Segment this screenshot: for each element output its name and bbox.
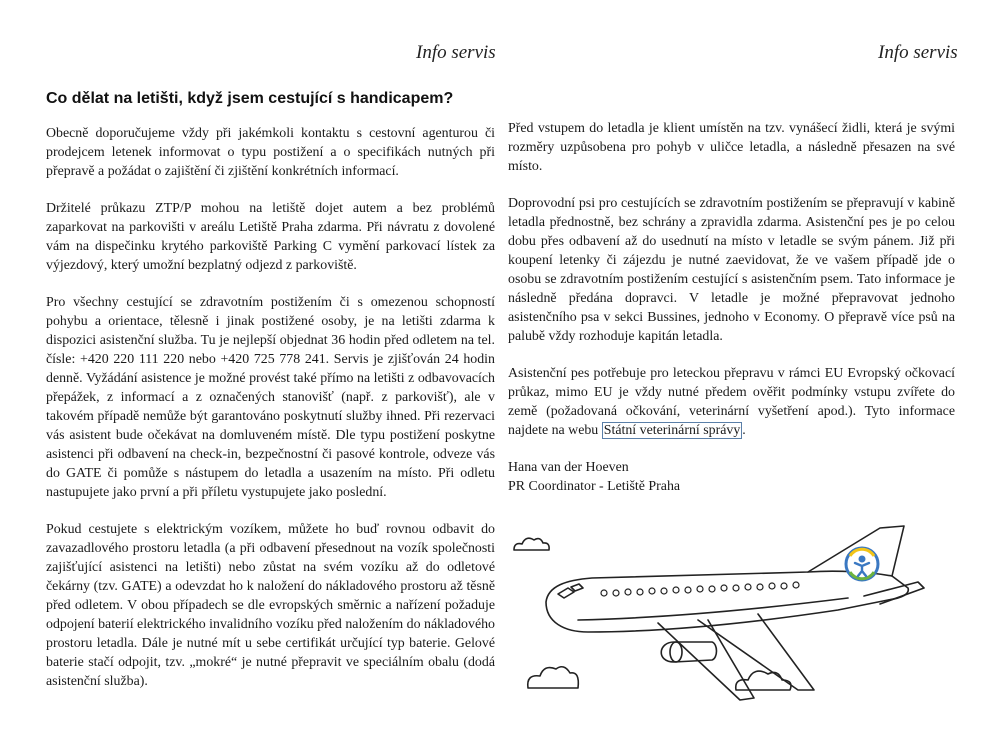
airplane-drawing-icon [508,510,956,710]
paragraph: Držitelé průkazu ZTP/P mohou na letiště dojet autem a bez problémů zaparkovat na parkovišti v areálu Letiště Praha zdarma. Při návratu z dovolené vám na dispečinku krytého parkoviště Parking C vymění parkovací lístek za výjezdový, který umožní bezplatný odjezd z parkoviště. [46,201,495,273]
page-header-left: Info servis [416,42,496,63]
paragraph: Pokud cestujete s elektrickým vozíkem, můžete ho buď rovnou odbavit do zavazadlového prostoru letadla (a při odbavení přesednout na vozík společnosti zajišťující asistenci na letišti) nebo zůstat na svém vozíku až do odletové čekárny (tzv. GATE) a odevzdat ho k naložení do nákladového prostoru až těsně před odletem. V obou případech se dle evropských směrnic a nařízení požaduje odpojení baterií elektrického invalidního vozíku před naložením do nákladového prostoru letadla. Dále je nutné mít u sebe certifikát určující typ baterie. Gelové baterie stačí odpojit, tzv. „mokré“ je nutné přepravit ve speciálním obalu (dodá asistenční služba). [46,522,495,689]
signature-name: Hana van der Hoeven [508,460,629,475]
cloud-icon [514,538,549,550]
cloud-icon [528,667,579,688]
right-column [508,119,955,496]
article-title: Co dělat na letišti, když jsem cestující s handicapem? [46,90,454,107]
paragraph: Doprovodní psi pro cestujících se zdravotním postižením se přepravují v kabině letadla přednostně, bez schrány a zpravidla zdarma. Asistenční pes je po celou dobu přes odbavení až do usednutí na místo v letadle se svým pánem. Již při koupení letenky či zájezdu je nutné zaevidovat, že ve vašem případě jde o osobu se zdravotním postižením cestující s asistenčním psem. Tato informace je následně předána dopravci. V letadle je možné přepravovat jednoho asistenčního psa v sekci Bussines, jednoho v Economy. O přepravě více psů na palubě vždy rozhoduje kapitán letadla. [508,196,955,344]
vet-text: Asistenční pes potřebuje pro leteckou přepravu v rámci EU Evropský očkovací průkaz, mimo EU je vždy nutné předem ověřit podmínky vstupu zvířete do země (požadovaná očkování, veterinární vyšetření apod.). Tyto informace najdete na webu [508,366,955,438]
wheelchair-accessibility-logo-icon [846,548,878,580]
left-column [46,124,495,709]
vet-authority-link[interactable]: Státní veterinární správy [603,423,741,438]
signature-role: PR Coordinator - Letiště Praha [508,479,681,494]
vet-text-end: . [742,423,746,438]
vet-paragraph [508,364,955,440]
paragraph: Obecně doporučujeme vždy při jakémkoli kontaktu s cestovní agenturou či prodejcem letenek informovat o typu postižení a o specifikách nutných při přepravě a požádat o zajištění či zjištění konkrétních informací. [46,126,495,179]
page-header-right: Info servis [878,42,958,63]
paragraph: Pro všechny cestující se zdravotním postižením či s omezenou schopností pohybu a orientace, tělesně i jinak postižené osoby, je na letišti zdarma k dispozici asistenční služba. Tu je nejlepší objednat 36 hodin před odletem na tel. čísle: +420 220 111 220 nebo +420 725 778 241. Servis je zjišťován 24 hodin denně. Vyžádání asistence je možné provést také přímo na letišti z odbavovacích přepážek, z informací a z označených stanovišť (např. z parkovišť), ale v takovém případě nemůže být garantováno poskytnutí služby ihned. Při rezervaci vás asistent bude očekávat na domluveném místě. Dle typu postižení poskytne asistenci při odbavení na check-in, bezpečnostní či pasové kontrole, odveze vás do GATE či pomůže s nástupem do letadla a usazením na místo. Při odletu nastupujete jako první a při příletu vystupujete jako poslední. [46,295,495,500]
paragraph: Před vstupem do letadla je klient umístěn na tzv. vynášecí židli, která je svými rozměry uzpůsobena pro pohyb v uličce letadla, a následně přesazen na své místo. [508,121,955,174]
